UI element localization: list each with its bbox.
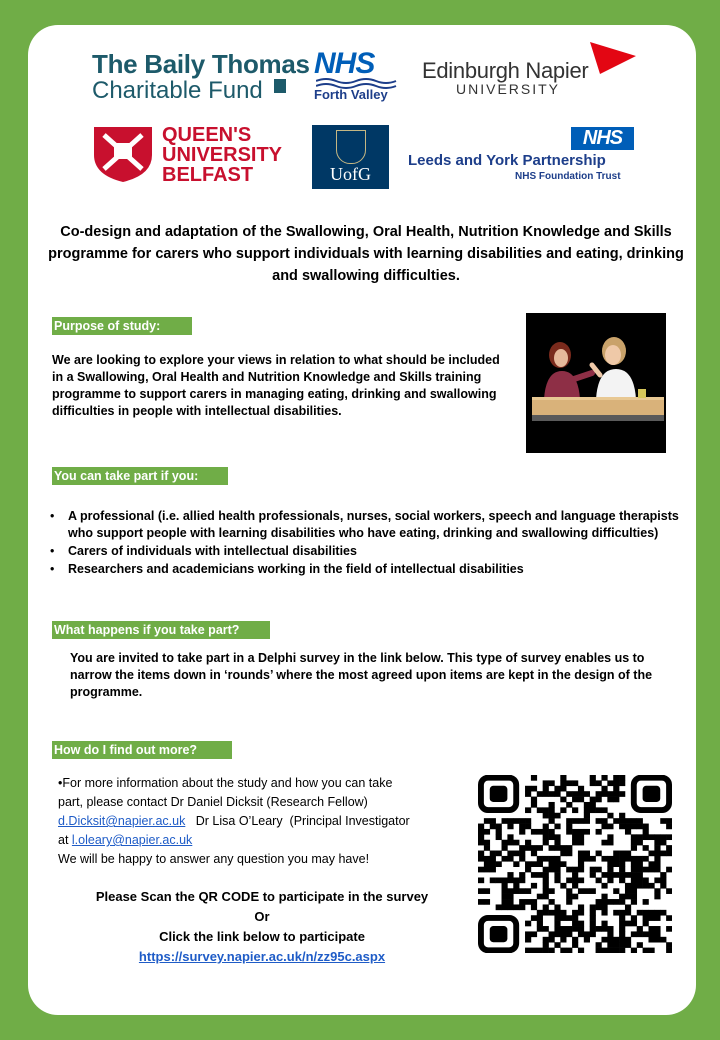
list-item: • A professional (i.e. allied health professionals, nurses, social workers, speech and language therapists who support people with learning disabilities who have eating, drinking and swallowing difficulties): [50, 508, 682, 542]
contact-line3: [58, 812, 498, 831]
qub-line2: UNIVERSITY: [162, 144, 283, 166]
contact-line4: [58, 831, 498, 850]
list-item: • Researchers and academicians working in the field of intellectual disabilities: [50, 561, 682, 578]
click-link-text: Click the link below to participate: [159, 929, 365, 944]
two-women-eating-illustration-icon: [526, 313, 666, 453]
scan-qr-text: Please Scan the QR CODE to participate in the survey: [95, 889, 429, 904]
eligibility-list: [50, 508, 682, 579]
survey-link[interactable]: https://survey.napier.ac.uk/n/zz95c.aspx: [138, 949, 386, 964]
contact-line1: •For more information about the study and how you can take: [58, 776, 393, 790]
edinburgh-napier-logo-name: Edinburgh Napier: [422, 58, 589, 83]
carers-photo: [526, 313, 666, 453]
baily-thomas-square-icon: [274, 79, 286, 93]
find-out-heading: How do I find out more?: [52, 741, 232, 759]
baily-thomas-logo-line1: The Baily Thomas: [92, 49, 310, 79]
edinburgh-napier-logo-sub: UNIVERSITY: [456, 81, 561, 97]
uofg-logo-text: UofG: [330, 164, 371, 184]
email-link-dicksit[interactable]: d.Dicksit@napier.ac.uk: [58, 814, 186, 828]
qub-line3: BELFAST: [162, 164, 254, 186]
qub-logo-text: [162, 125, 282, 185]
leeds-york-nhs-badge: NHS: [571, 127, 634, 150]
email-link-oleary[interactable]: l.oleary@napier.ac.uk: [71, 833, 193, 847]
contact-info: [58, 774, 498, 869]
baily-thomas-logo-line2: Charitable Fund: [92, 77, 263, 104]
flyer-card: [28, 25, 696, 1015]
nhs-forth-valley-name: Forth Valley: [314, 87, 388, 102]
cta-block: [42, 887, 482, 967]
what-happens-text: You are invited to take part in a Delphi survey in the link below. This type of survey enables us to narrow the items down in ‘rounds’ where the most agreed upon items are kept in the design of the programme.: [70, 651, 653, 699]
contact-line2: part, please contact Dr Daniel Dicksit (Research Fellow): [58, 795, 368, 809]
uofg-crest-icon: [336, 130, 366, 164]
contact-mid-text: Dr Lisa O’Leary (Principal Investigator: [185, 814, 410, 828]
qub-line1: QUEEN'S: [162, 124, 252, 146]
study-title: Co-design and adaptation of the Swallowing, Oral Health, Nutrition Knowledge and Skills programme for carers who support individuals with learning disabilities and eating, drinking and swallowing difficulties.: [48, 224, 684, 284]
what-happens-heading: What happens if you take part?: [52, 621, 270, 639]
or-text: Or: [254, 909, 270, 924]
eligibility-heading: You can take part if you:: [52, 467, 228, 485]
purpose-heading: Purpose of study:: [52, 317, 192, 335]
nhs-forth-valley-badge: NHS: [314, 47, 375, 80]
leeds-york-name: Leeds and York Partnership: [408, 152, 606, 169]
uofg-logo: [312, 125, 389, 189]
contact-line5: We will be happy to answer any question you may have!: [58, 852, 370, 866]
contact-at-text: at: [58, 833, 72, 847]
napier-triangle-icon: [590, 42, 636, 74]
leeds-york-sub: NHS Foundation Trust: [515, 171, 621, 182]
qub-shield-icon: [92, 125, 154, 183]
qr-code-icon[interactable]: [478, 775, 672, 953]
list-item: • Carers of individuals with intellectual disabilities: [50, 543, 682, 560]
purpose-text: We are looking to explore your views in relation to what should be included in a Swallowing, Oral Health and Nutrition Knowledge and Skills training programme to support carers in managing eating, drinking and swallowing difficulties in people with intellectual disabilities.: [52, 353, 500, 418]
